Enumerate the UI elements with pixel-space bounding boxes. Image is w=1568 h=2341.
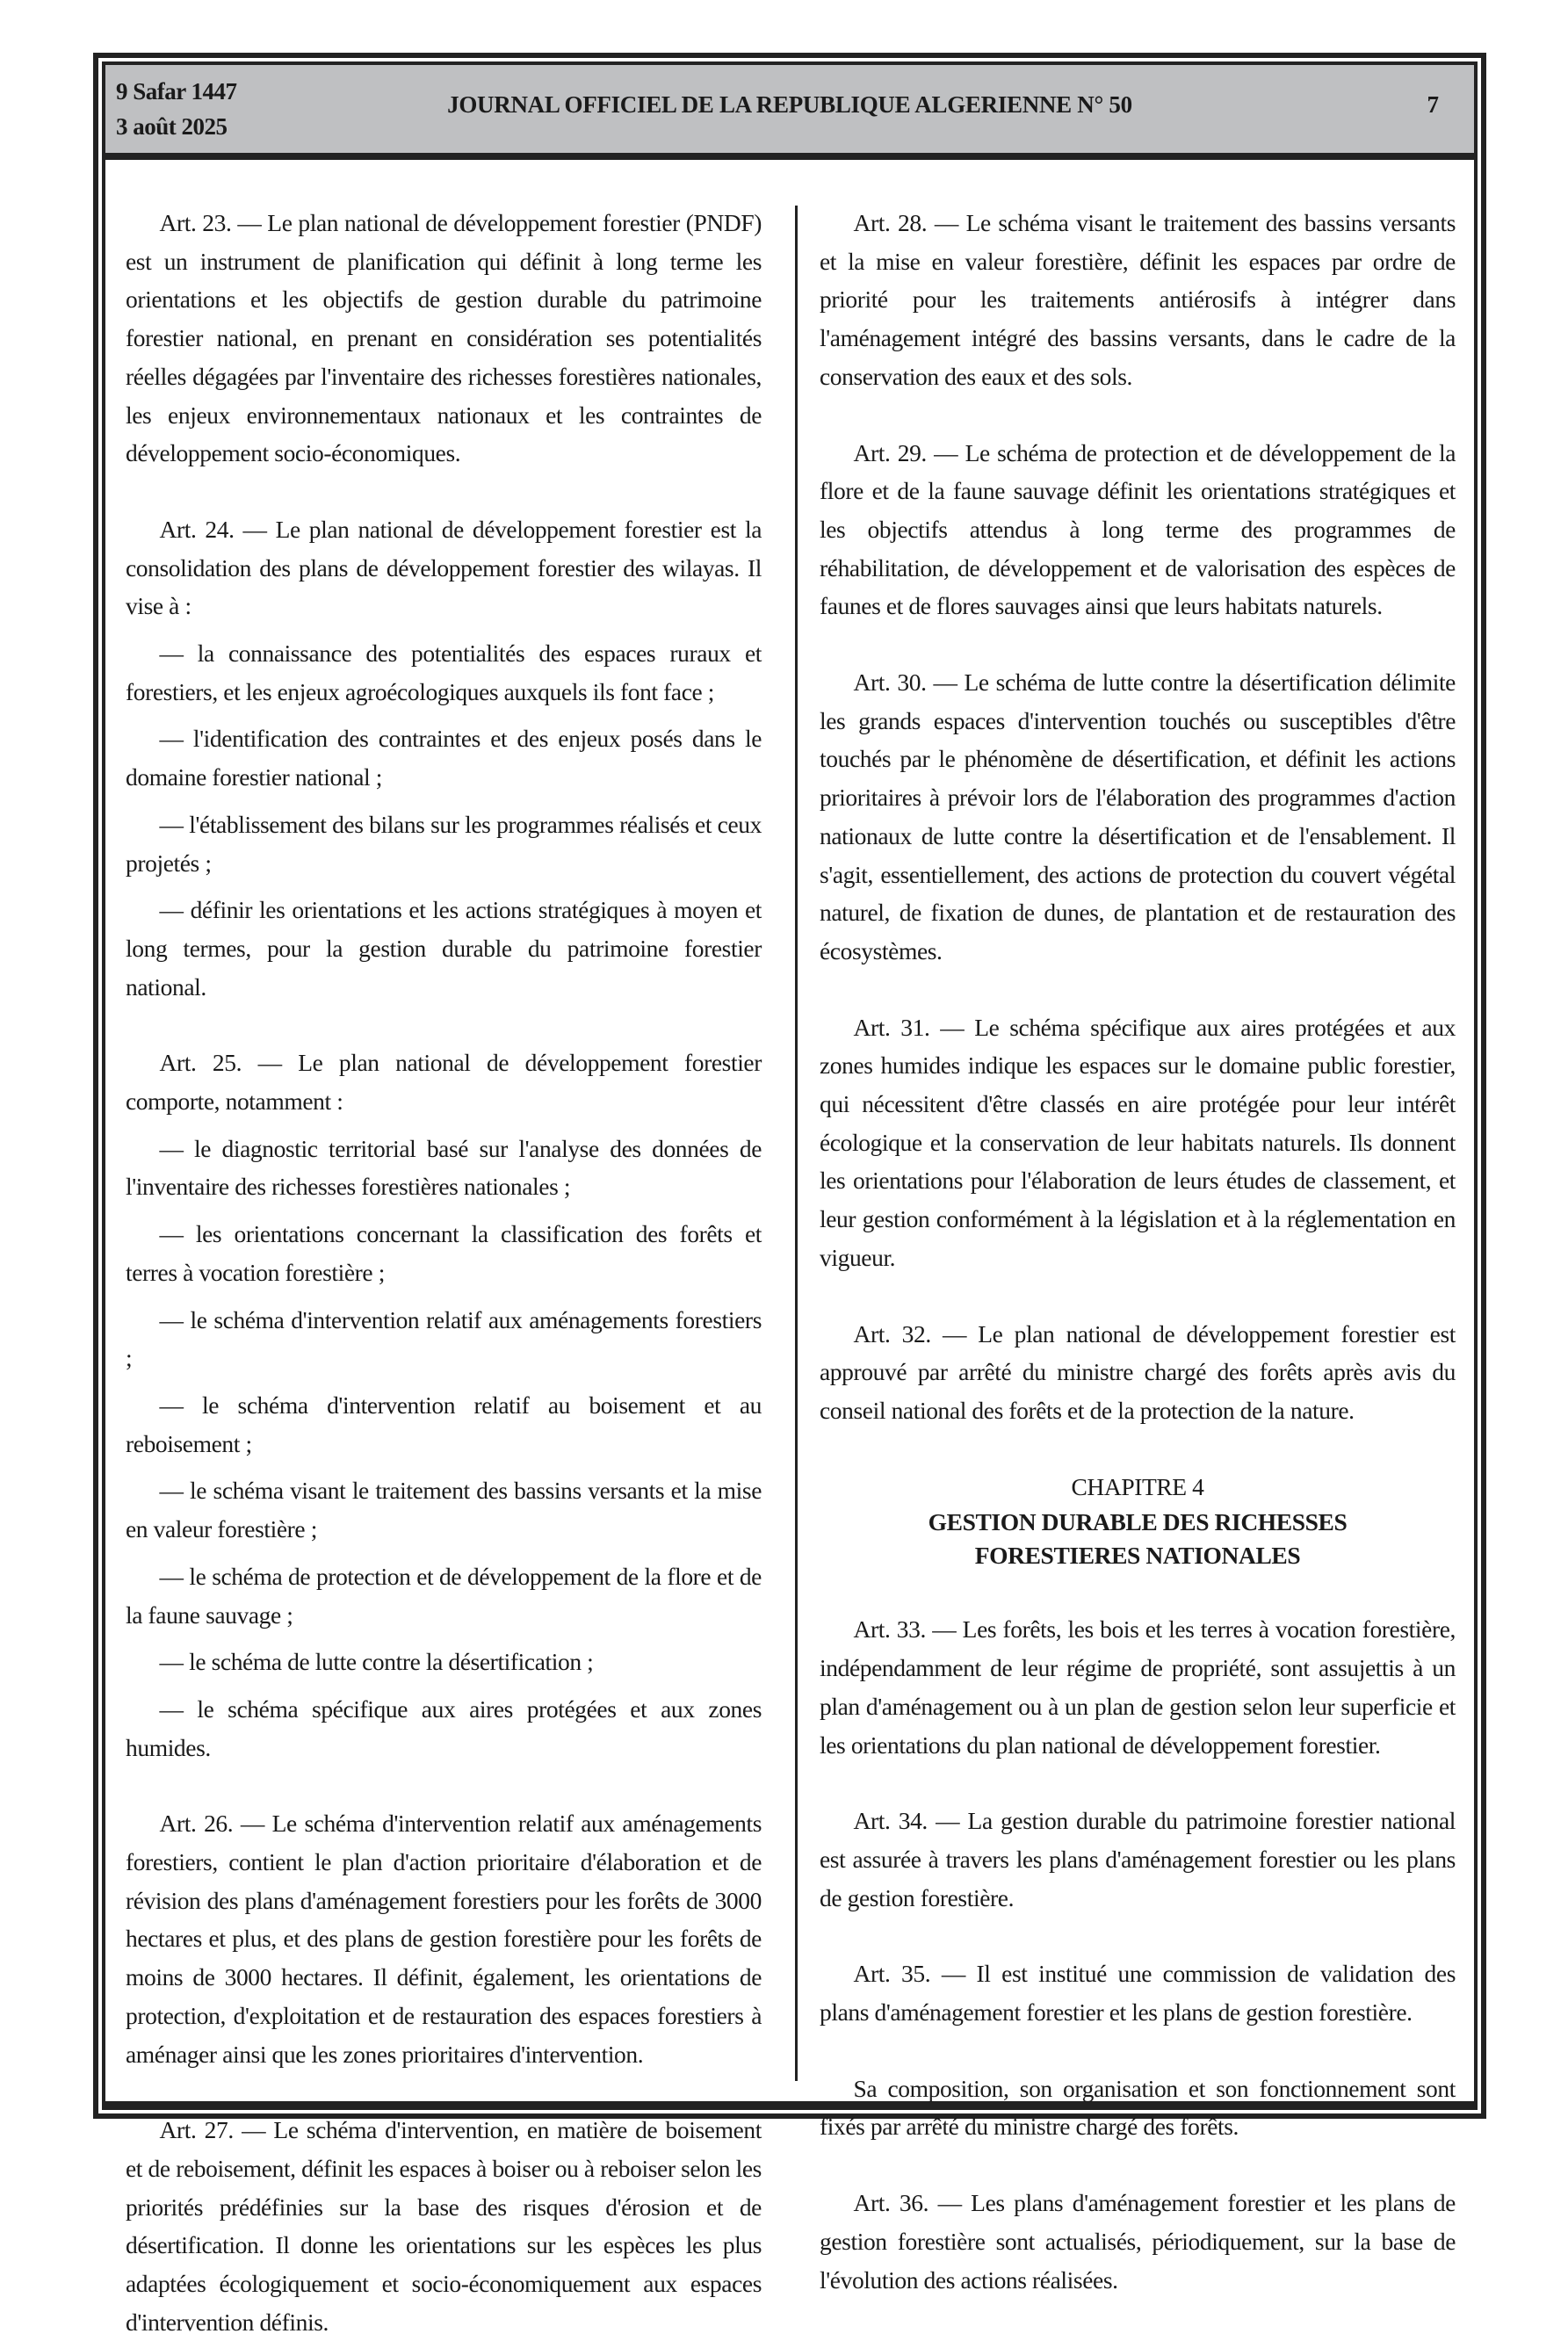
article-paragraph: Art. 28. — Le schéma visant le traitement des bassins versants et la mise en valeur forestière, définit les espaces par ordre de priorité pour les traitements antiérosifs à intégrer dans l'aménagement intégré des bassins versants, dans le cadre de la conservation des eaux et des sols. [820,209,1456,390]
list-item: — le schéma spécifique aux aires protégées et aux zones humides. [126,1694,762,1761]
right-column-articles-top [820,204,1456,1430]
journal-header [105,65,1474,160]
right-column [820,204,1456,2299]
list-item: — les orientations concernant la classification des forêts et terres à vocation forestière ; [126,1220,762,1286]
list-item: — l'établissement des bilans sur les programmes réalisés et ceux projetés ; [126,810,762,877]
article-paragraph: Art. 35. — Il est institué une commission de validation des plans d'aménagement forestier et les plans de gestion forestière. [820,1960,1456,2027]
hijri-date: 9 Safar 1447 [116,78,237,105]
article-paragraph: Art. 23. — Le plan national de développement forestier (PNDF) est un instrument de planification qui définit à long terme les orientations et les objectifs de gestion durable du patrimoine forestier national, en prenant en considération ses potentialités réelles dégagées par l'inventaire des richesses forestières nationales, les enjeux environnementaux nationaux et les contraintes de développement socio-économiques. [126,209,762,467]
list-item: — le schéma visant le traitement des bassins versants et la mise en valeur forestière ; [126,1477,762,1543]
chapter-label: CHAPITRE 4 [1071,1472,1204,1500]
article-paragraph: Art. 25. — Le plan national de développement forestier comporte, notamment : [126,1049,762,1116]
article-paragraph: Art. 27. — Le schéma d'intervention, en matière de boisement et de reboisement, définit les espaces à boiser ou à reboiser selon les priorités prédéfinies sur la base des risques d'érosion et de désertification. Il donne les orientations sur les espèces les plus adaptées écologiquement et socio-économiquement aux espaces d'intervention définis. [126,2116,762,2336]
article-paragraph: Art. 34. — La gestion durable du patrimoine forestier national est assurée à travers les plans d'aménagement forestier ou les plans de gestion forestière. [820,1807,1456,1911]
article-paragraph: Sa composition, son organisation et son fonctionnement sont fixés par arrêté du ministre chargé des forêts. [820,2074,1456,2141]
page-number: 7 [1427,91,1439,118]
page-inner-frame [102,61,1478,2336]
article-paragraph: Art. 36. — Les plans d'aménagement forestier et les plans de gestion forestière sont actualisés, périodiquement, sur la base de l'évolution des actions réalisées. [820,2189,1456,2294]
article-paragraph: Art. 32. — Le plan national de développement forestier est approuvé par arrêté du ministre chargé des forêts après avis du conseil national des forêts et de la protection de la nature. [820,1319,1456,1424]
chapter-heading [820,1468,1456,1573]
chapter-title-line1: GESTION DURABLE DES RICHESSES [928,1508,1348,1536]
article-paragraph: Art. 24. — Le plan national de développement forestier est la consolidation des plans de développement forestier des wilayas. Il vise à : [126,515,762,620]
list-item: — définir les orientations et les actions stratégiques à moyen et long termes, pour la gestion durable du patrimoine forestier national. [126,896,762,1001]
article-paragraph: Art. 29. — Le schéma de protection et de développement de la flore et de la faune sauvage définit les orientations stratégiques et les objectifs attendus à long terme des programmes de réhabilitation, de développement et de valorisation des espèces de faunes et de flores sauvages ainsi que leurs habitats naturels. [820,438,1456,620]
article-paragraph: Art. 33. — Les forêts, les bois et les terres à vocation forestière, indépendamment de leur régime de propriété, sont assujettis à un plan d'aménagement ou à un plan de gestion selon leur superficie et les orientations du plan national de développement forestier. [820,1615,1456,1759]
column-divider [795,206,798,2081]
list-item: — l'identification des contraintes et des enjeux posés dans le domaine forestier national ; [126,725,762,791]
journal-title: JOURNAL OFFICIEL DE LA REPUBLIQUE ALGERIENNE N° 50 [447,91,1132,118]
right-column-articles-bottom [820,1610,1456,2299]
list-item: — le schéma de protection et de développement de la flore et de la faune sauvage ; [126,1562,762,1629]
left-column [126,204,762,2341]
article-paragraph: Art. 26. — Le schéma d'intervention relatif aux aménagements forestiers, contient le plan d'action prioritaire d'élaboration et de révision des plans d'aménagement forestiers pour les forêts de 3000 hectares et plus, et des plans de gestion forestière pour les forêts de moins de 3000 hectares. Il définit, également, les orientations de protection, d'exploitation et de restauration des espaces forestiers à aménager ainsi que les zones prioritaires d'intervention. [126,1810,762,2068]
chapter-title-line2: FORESTIERES NATIONALES [974,1542,1301,1570]
gregorian-date: 3 août 2025 [116,113,228,140]
list-item: — le schéma d'intervention relatif aux aménagements forestiers ; [126,1305,762,1372]
page-frame [93,53,1486,2336]
article-paragraph: Art. 31. — Le schéma spécifique aux aires protégées et aux zones humides indique les espaces sur le domaine public forestier, qui nécessitent d'être classés en aire protégée pour leur intérêt écologique et la conservation de leur habitats naturels. Ils donnent les orientations pour l'élaboration de leurs études de classement, et leur gestion conformément à la législation et à la réglementation en vigueur. [820,1013,1456,1271]
list-item: — le diagnostic territorial basé sur l'analyse des données de l'inventaire des richesses forestières nationales ; [126,1134,762,1201]
article-paragraph: Art. 30. — Le schéma de lutte contre la désertification délimite les grands espaces d'intervention touchés ou susceptibles d'être touchés par le phénomène de désertification, et définit les actions prioritaires à prévoir lors de l'élaboration des programmes d'action nationaux de lutte contre la désertification et de l'ensablement. Il s'agit, essentiellement, des actions de protection du couvert végétal naturel, de fixation de dunes, de plantation et de restauration des écosystèmes. [820,668,1456,965]
list-item: — le schéma de lutte contre la désertification ; [159,1648,594,1676]
list-item: — la connaissance des potentialités des espaces ruraux et forestiers, et les enjeux agroécologiques auxquels ils font face ; [126,639,762,705]
list-item: — le schéma d'intervention relatif au boisement et au reboisement ; [126,1391,762,1457]
